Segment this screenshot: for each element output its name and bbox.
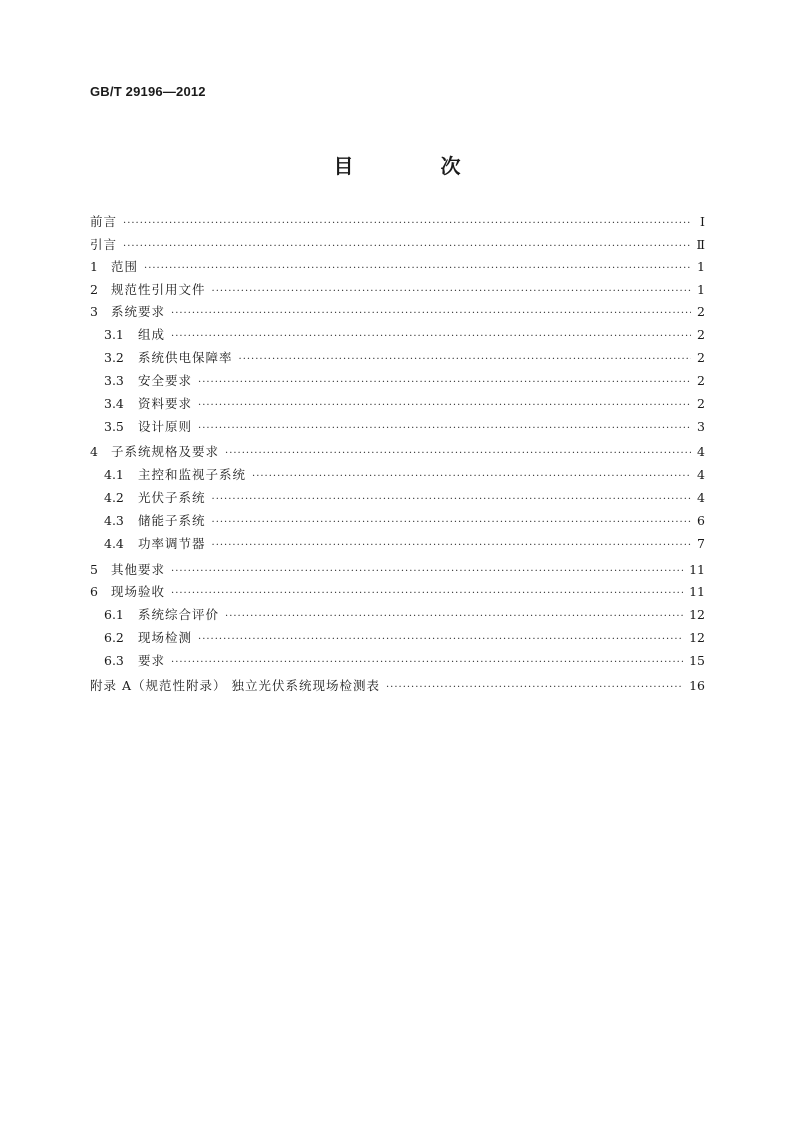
toc-entry-page: 12 <box>689 606 705 622</box>
toc-entry-number: 6.3 <box>104 652 124 668</box>
toc-entry-label: 子系统规格及要求 <box>111 444 220 460</box>
page-title: 目 次 <box>333 154 501 178</box>
toc-entry-label: 系统综合评价 <box>138 606 220 622</box>
toc-entry[interactable] <box>90 216 705 231</box>
toc-leader-dots <box>171 331 691 344</box>
toc-entry[interactable] <box>90 515 705 530</box>
toc-leader-dots <box>123 218 691 231</box>
toc-entry-page: 2 <box>697 372 705 388</box>
toc-entry-page: 2 <box>697 349 705 365</box>
toc-entry[interactable] <box>90 281 705 299</box>
toc-leader-dots <box>198 423 691 436</box>
toc-entry-label: 附录 A（规范性附录） 独立光伏系统现场检测表 <box>90 678 380 694</box>
toc-entry-number: 3 <box>90 304 98 320</box>
toc-entry[interactable] <box>90 372 705 390</box>
toc-entry-number: 3.3 <box>104 372 124 388</box>
toc-entry-page: 2 <box>697 304 705 320</box>
toc-entry-page: Ⅱ <box>696 236 705 252</box>
toc-entry-label: 现场验收 <box>111 584 166 600</box>
toc-entry[interactable] <box>90 349 705 367</box>
toc-leader-dots <box>171 657 683 670</box>
toc-entry-number: 2 <box>90 281 98 297</box>
toc-leader-dots <box>252 471 691 484</box>
toc-entry-page: 11 <box>689 584 705 600</box>
toc-entry[interactable] <box>90 418 705 436</box>
toc-leader-dots <box>198 400 691 413</box>
toc-entry-number: 6.2 <box>104 629 124 645</box>
table-of-contents <box>90 216 705 703</box>
toc-entry-label: 系统供电保障率 <box>138 349 233 365</box>
toc-entry-page: 3 <box>697 418 705 434</box>
toc-entry-page: 4 <box>697 444 705 460</box>
toc-leader-dots <box>144 263 691 276</box>
toc-entry-label: 安全要求 <box>138 372 193 388</box>
toc-leader-dots <box>171 308 691 321</box>
toc-entry-label: 现场检测 <box>138 629 193 645</box>
toc-entry-number: 1 <box>90 259 98 275</box>
toc-entry[interactable] <box>90 538 705 553</box>
toc-entry[interactable] <box>90 492 705 507</box>
toc-entry[interactable] <box>90 586 705 601</box>
toc-entry-number: 4 <box>90 444 98 460</box>
toc-entry-label: 储能子系统 <box>138 513 206 529</box>
toc-leader-dots <box>212 517 691 530</box>
toc-entry[interactable] <box>90 306 705 321</box>
toc-leader-dots <box>212 540 691 553</box>
toc-entry-label: 规范性引用文件 <box>111 281 206 297</box>
toc-leader-dots <box>212 494 691 507</box>
toc-entry-page: 2 <box>697 326 705 342</box>
toc-entry-page: 16 <box>689 678 705 694</box>
toc-entry-label: 设计原则 <box>138 418 193 434</box>
toc-leader-dots <box>123 241 690 254</box>
toc-entry-label: 引言 <box>90 236 118 252</box>
toc-entry-label: 光伏子系统 <box>138 490 206 506</box>
toc-entry-page: 1 <box>697 281 705 297</box>
toc-entry-label: 系统要求 <box>111 304 166 320</box>
toc-entry-label: 组成 <box>138 326 166 342</box>
toc-leader-dots <box>225 448 691 461</box>
toc-entry-label: 要求 <box>138 652 166 668</box>
toc-entry-page: 11 <box>689 561 705 577</box>
toc-leader-dots <box>198 634 683 647</box>
toc-entry-number: 6.1 <box>104 606 124 622</box>
toc-entry[interactable] <box>90 261 705 276</box>
toc-entry-label: 前言 <box>90 214 118 229</box>
toc-entry-number: 4.4 <box>104 536 124 552</box>
toc-entry-number: 6 <box>90 584 98 600</box>
standard-number: GB/T 29196—2012 <box>90 84 206 99</box>
toc-leader-dots <box>239 354 691 367</box>
toc-entry[interactable] <box>90 680 705 695</box>
toc-entry-number: 4.2 <box>104 490 124 506</box>
toc-entry[interactable] <box>90 236 705 254</box>
toc-entry-page: 4 <box>697 467 705 483</box>
toc-entry-label: 其他要求 <box>111 561 166 577</box>
toc-leader-dots <box>171 588 683 601</box>
toc-leader-dots <box>198 377 691 390</box>
toc-entry-page: 1 <box>697 259 705 275</box>
toc-entry[interactable] <box>90 629 705 647</box>
toc-entry[interactable] <box>90 561 705 579</box>
toc-entry-number: 3.2 <box>104 349 124 365</box>
toc-entry-label: 功率调节器 <box>138 536 206 552</box>
toc-leader-dots <box>171 566 683 579</box>
toc-entry-label: 主控和监视子系统 <box>138 467 247 483</box>
toc-entry[interactable] <box>90 606 705 624</box>
toc-entry[interactable] <box>90 446 705 461</box>
toc-leader-dots <box>212 286 691 299</box>
toc-leader-dots <box>386 682 683 695</box>
toc-entry-page: 6 <box>697 513 705 529</box>
toc-entry-number: 4.3 <box>104 513 124 529</box>
toc-entry-number: 3.1 <box>104 326 124 342</box>
toc-entry-number: 5 <box>90 561 98 577</box>
toc-entry-page: Ⅰ <box>700 214 705 229</box>
toc-entry[interactable] <box>90 469 705 484</box>
toc-entry[interactable] <box>90 395 705 413</box>
toc-entry-page: 12 <box>689 629 705 645</box>
toc-entry-label: 资料要求 <box>138 395 193 411</box>
toc-entry-label: 范围 <box>111 259 139 275</box>
toc-entry-page: 15 <box>689 652 705 668</box>
toc-entry[interactable] <box>90 326 705 344</box>
toc-entry-number: 3.4 <box>104 395 124 411</box>
toc-entry-page: 7 <box>697 536 705 552</box>
toc-entry-number: 4.1 <box>104 467 124 483</box>
toc-entry-page: 4 <box>697 490 705 506</box>
toc-entry-page: 2 <box>697 395 705 411</box>
toc-entry-number: 3.5 <box>104 418 124 434</box>
toc-leader-dots <box>225 611 683 624</box>
toc-entry[interactable] <box>90 652 705 670</box>
